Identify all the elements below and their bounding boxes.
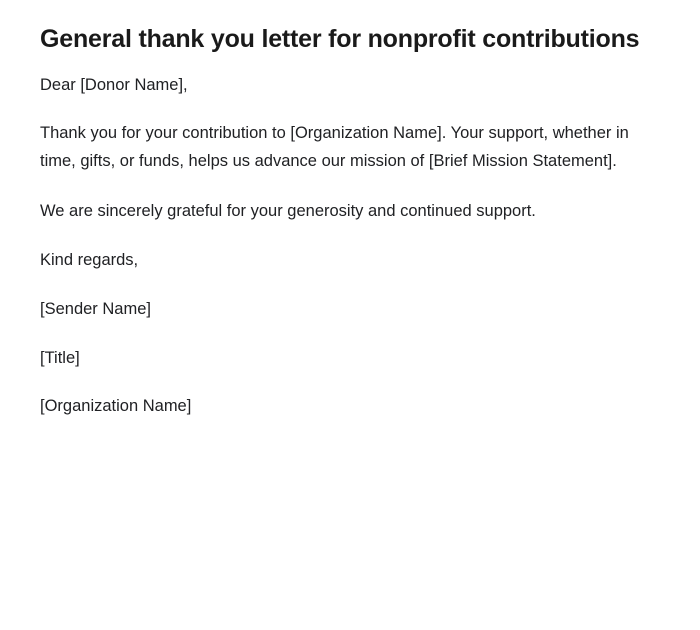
letter-body-paragraph-1: Thank you for your contribution to [Organization Name]. Your support, whether in time, gifts, or funds, helps us advance our mission of [Brief Mission Statement]. bbox=[40, 123, 629, 171]
page-title: General thank you letter for nonprofit contributions bbox=[40, 25, 640, 53]
signature-sender-name: [Sender Name] bbox=[40, 300, 151, 319]
letter-closing: Kind regards, bbox=[40, 251, 139, 269]
letter-salutation: Dear [Donor Name], bbox=[40, 75, 188, 94]
letter-body-paragraph-2: We are sincerely grateful for your generosity and continued support. bbox=[40, 201, 536, 220]
signature-title: [Title] bbox=[40, 348, 80, 367]
signature-organization-name: [Organization Name] bbox=[40, 397, 192, 416]
